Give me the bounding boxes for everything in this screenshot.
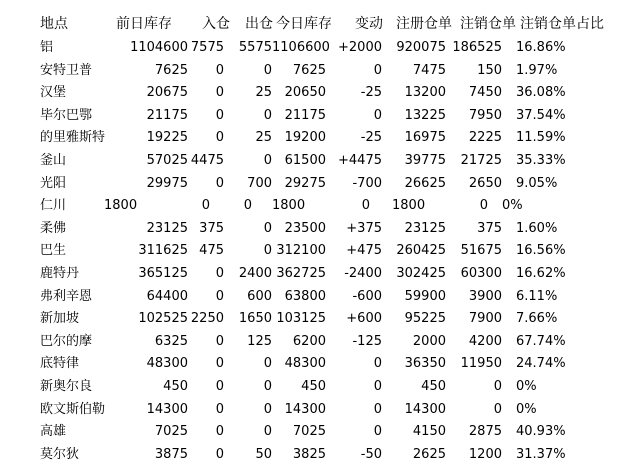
change-cell: +2000 [338, 40, 382, 55]
location-cell: 毕尔巴鄂 [40, 107, 93, 123]
in-cell: 4475 [190, 153, 224, 168]
registered-cell: 23125 [404, 220, 446, 236]
ratio-cell: 11.59% [516, 130, 566, 146]
change-cell: -700 [352, 175, 382, 191]
ratio-cell: 35.33% [516, 153, 566, 168]
ratio-cell: 16.56% [516, 243, 566, 259]
ratio-cell: 0% [502, 198, 523, 214]
change-cell: -25 [360, 130, 382, 146]
cancelled-cell: 7900 [468, 311, 502, 327]
table-row [0, 239, 620, 262]
table-row [0, 352, 620, 375]
today-stock-cell: 19200 [284, 130, 326, 146]
out-cell: 2400 [238, 266, 272, 281]
change-cell: -50 [360, 446, 382, 462]
today-stock-cell: 1106600 [272, 40, 330, 55]
cancelled-cell: 51675 [460, 243, 502, 259]
change-cell: 0 [373, 356, 382, 372]
change-cell: +475 [346, 243, 382, 259]
cancelled-cell: 2875 [468, 424, 502, 440]
header-in: 入仓 [202, 16, 230, 32]
change-cell: 0 [373, 379, 382, 394]
today-stock-cell: 3825 [292, 446, 326, 462]
location-cell: 鹿特丹 [40, 266, 80, 281]
location-cell: 莫尔狄 [40, 446, 80, 462]
table-row [0, 330, 620, 353]
table-row [0, 375, 620, 398]
header-location: 地点 [40, 16, 68, 32]
registered-cell: 920075 [396, 40, 446, 55]
previous-stock-cell: 21175 [146, 107, 188, 123]
today-stock-cell: 1800 [272, 198, 306, 214]
today-stock-cell: 14300 [284, 401, 326, 417]
cancelled-cell: 0 [479, 198, 488, 214]
table-row [0, 104, 620, 127]
header-out: 出仓 [245, 16, 273, 32]
ratio-cell: 36.08% [516, 85, 566, 101]
table-row [0, 81, 620, 104]
today-stock-cell: 61500 [284, 153, 326, 168]
today-stock-cell: 7025 [292, 424, 326, 440]
change-cell: 0 [373, 62, 382, 78]
out-cell: 600 [247, 288, 272, 304]
registered-cell: 16975 [404, 130, 446, 146]
registered-cell: 36350 [404, 356, 446, 372]
table-row [0, 285, 620, 308]
table-row [0, 398, 620, 421]
cancelled-cell: 11950 [460, 356, 502, 372]
ratio-cell: 16.86% [516, 40, 566, 55]
previous-stock-cell: 23125 [146, 220, 188, 236]
in-cell: 0 [215, 446, 224, 462]
location-cell: 柔佛 [40, 220, 67, 236]
out-cell: 0 [263, 107, 272, 123]
previous-stock-cell: 29975 [146, 175, 188, 191]
in-cell: 0 [215, 85, 224, 101]
registered-cell: 7475 [412, 62, 446, 78]
cancelled-cell: 1200 [468, 446, 502, 462]
ratio-cell: 67.74% [516, 333, 566, 349]
header-today-stock: 今日库存 [276, 16, 332, 32]
previous-stock-cell: 1800 [104, 198, 138, 214]
registered-cell: 14300 [404, 401, 446, 417]
table-row [0, 59, 620, 82]
cancelled-cell: 2650 [468, 175, 502, 191]
cancelled-cell: 0 [493, 379, 502, 394]
ratio-cell: 6.11% [516, 288, 558, 304]
in-cell: 375 [199, 220, 224, 236]
previous-stock-cell: 14300 [146, 401, 188, 417]
in-cell: 0 [215, 62, 224, 78]
in-cell: 0 [201, 198, 210, 214]
change-cell: -600 [352, 288, 382, 304]
location-cell: 光阳 [40, 175, 67, 191]
previous-stock-cell: 3875 [154, 446, 188, 462]
registered-cell: 2625 [412, 446, 446, 462]
change-cell: 0 [361, 198, 370, 214]
today-stock-cell: 20650 [284, 85, 326, 101]
change-cell: 0 [373, 401, 382, 417]
previous-stock-cell: 102525 [138, 311, 188, 327]
in-cell: 475 [199, 243, 224, 259]
out-cell: 0 [263, 153, 272, 168]
change-cell: -2400 [344, 266, 382, 281]
table-row [0, 194, 620, 217]
today-stock-cell: 63800 [284, 288, 326, 304]
ratio-cell: 37.54% [516, 107, 566, 123]
in-cell: 0 [215, 288, 224, 304]
registered-cell: 4150 [412, 424, 446, 440]
location-cell: 铝 [40, 40, 54, 55]
today-stock-cell: 48300 [284, 356, 326, 372]
out-cell: 0 [263, 62, 272, 78]
cancelled-cell: 375 [477, 220, 502, 236]
ratio-cell: 16.62% [516, 266, 566, 281]
table-row [0, 307, 620, 330]
change-cell: -25 [360, 85, 382, 101]
today-stock-cell: 6200 [292, 333, 326, 349]
ratio-cell: 1.60% [516, 220, 558, 236]
today-stock-cell: 312100 [276, 243, 326, 259]
in-cell: 0 [215, 356, 224, 372]
location-cell: 的里雅斯特 [40, 130, 106, 146]
out-cell: 0 [243, 198, 252, 214]
out-cell: 0 [263, 220, 272, 236]
registered-cell: 39775 [404, 153, 446, 168]
location-cell: 安特卫普 [40, 62, 93, 78]
today-stock-cell: 29275 [284, 175, 326, 191]
out-cell: 0 [263, 424, 272, 440]
change-cell: +375 [346, 220, 382, 236]
table-row [0, 149, 620, 172]
in-cell: 0 [215, 401, 224, 417]
out-cell: 0 [263, 356, 272, 372]
table-row [0, 172, 620, 195]
registered-cell: 13225 [404, 107, 446, 123]
in-cell: 2250 [190, 311, 224, 327]
change-cell: +600 [346, 311, 382, 327]
in-cell: 0 [215, 266, 224, 281]
registered-cell: 59900 [404, 288, 446, 304]
registered-cell: 302425 [396, 266, 446, 281]
location-cell: 巴尔的摩 [40, 333, 93, 349]
previous-stock-cell: 6325 [154, 333, 188, 349]
ratio-cell: 9.05% [516, 175, 558, 191]
table-row [0, 36, 620, 59]
registered-cell: 1800 [392, 198, 426, 214]
out-cell: 25 [255, 130, 272, 146]
ratio-cell: 40.93% [516, 424, 566, 440]
ratio-cell: 31.37% [516, 446, 566, 462]
registered-cell: 13200 [404, 85, 446, 101]
previous-stock-cell: 57025 [146, 153, 188, 168]
table-row [0, 217, 620, 240]
ratio-cell: 1.97% [516, 62, 558, 78]
previous-stock-cell: 7025 [154, 424, 188, 440]
cancelled-cell: 21725 [460, 153, 502, 168]
location-cell: 汉堡 [40, 85, 67, 101]
out-cell: 5575 [238, 40, 272, 55]
ratio-cell: 0% [516, 401, 537, 417]
location-cell: 弗利辛恩 [40, 288, 93, 304]
in-cell: 7575 [190, 40, 224, 55]
table-row [0, 262, 620, 285]
location-cell: 底特律 [40, 356, 80, 372]
out-cell: 0 [263, 401, 272, 417]
registered-cell: 260425 [396, 243, 446, 259]
previous-stock-cell: 64400 [146, 288, 188, 304]
out-cell: 125 [247, 333, 272, 349]
registered-cell: 95225 [404, 311, 446, 327]
ratio-cell: 24.74% [516, 356, 566, 372]
header-registered-warrants: 注册仓单 [396, 16, 452, 32]
cancelled-cell: 4200 [468, 333, 502, 349]
table-row [0, 126, 620, 149]
previous-stock-cell: 19225 [146, 130, 188, 146]
registered-cell: 26625 [404, 175, 446, 191]
out-cell: 50 [255, 446, 272, 462]
cancelled-cell: 2225 [468, 130, 502, 146]
previous-stock-cell: 20675 [146, 85, 188, 101]
in-cell: 0 [215, 107, 224, 123]
in-cell: 0 [215, 333, 224, 349]
cancelled-cell: 7450 [468, 85, 502, 101]
change-cell: +4475 [338, 153, 382, 168]
cancelled-cell: 7950 [468, 107, 502, 123]
change-cell: -125 [352, 333, 382, 349]
out-cell: 0 [263, 243, 272, 259]
cancelled-cell: 186525 [452, 40, 502, 55]
location-cell: 仁川 [40, 198, 67, 214]
in-cell: 0 [215, 379, 224, 394]
header-change: 变动 [355, 16, 383, 32]
location-cell: 釜山 [40, 153, 67, 168]
in-cell: 0 [215, 424, 224, 440]
header-previous-stock: 前日库存 [116, 16, 172, 32]
ratio-cell: 0% [516, 379, 537, 394]
today-stock-cell: 21175 [284, 107, 326, 123]
change-cell: 0 [373, 424, 382, 440]
cancelled-cell: 0 [493, 401, 502, 417]
location-cell: 新加坡 [40, 311, 80, 327]
ratio-cell: 7.66% [516, 311, 558, 327]
in-cell: 0 [215, 175, 224, 191]
header-cancelled-warrants: 注销仓单 [460, 16, 516, 32]
table-row [0, 420, 620, 443]
today-stock-cell: 23500 [284, 220, 326, 236]
previous-stock-cell: 365125 [138, 266, 188, 281]
cancelled-cell: 150 [477, 62, 502, 78]
previous-stock-cell: 450 [163, 379, 188, 394]
previous-stock-cell: 48300 [146, 356, 188, 372]
previous-stock-cell: 7625 [154, 62, 188, 78]
today-stock-cell: 103125 [276, 311, 326, 327]
registered-cell: 450 [421, 379, 446, 394]
location-cell: 新奥尔良 [40, 379, 93, 394]
out-cell: 0 [263, 379, 272, 394]
out-cell: 1650 [238, 311, 272, 327]
today-stock-cell: 362725 [276, 266, 326, 281]
cancelled-cell: 60300 [460, 266, 502, 281]
table-row [0, 443, 620, 466]
previous-stock-cell: 1104600 [130, 40, 188, 55]
location-cell: 欧文斯伯勒 [40, 401, 106, 417]
today-stock-cell: 7625 [292, 62, 326, 78]
location-cell: 高雄 [40, 424, 67, 440]
header-cancelled-ratio: 注销仓单占比 [520, 16, 604, 32]
out-cell: 700 [247, 175, 272, 191]
in-cell: 0 [215, 130, 224, 146]
cancelled-cell: 3900 [468, 288, 502, 304]
registered-cell: 2000 [412, 333, 446, 349]
change-cell: 0 [373, 107, 382, 123]
out-cell: 25 [255, 85, 272, 101]
previous-stock-cell: 311625 [138, 243, 188, 259]
today-stock-cell: 450 [301, 379, 326, 394]
location-cell: 巴生 [40, 243, 67, 259]
table-header-row [0, 13, 620, 36]
